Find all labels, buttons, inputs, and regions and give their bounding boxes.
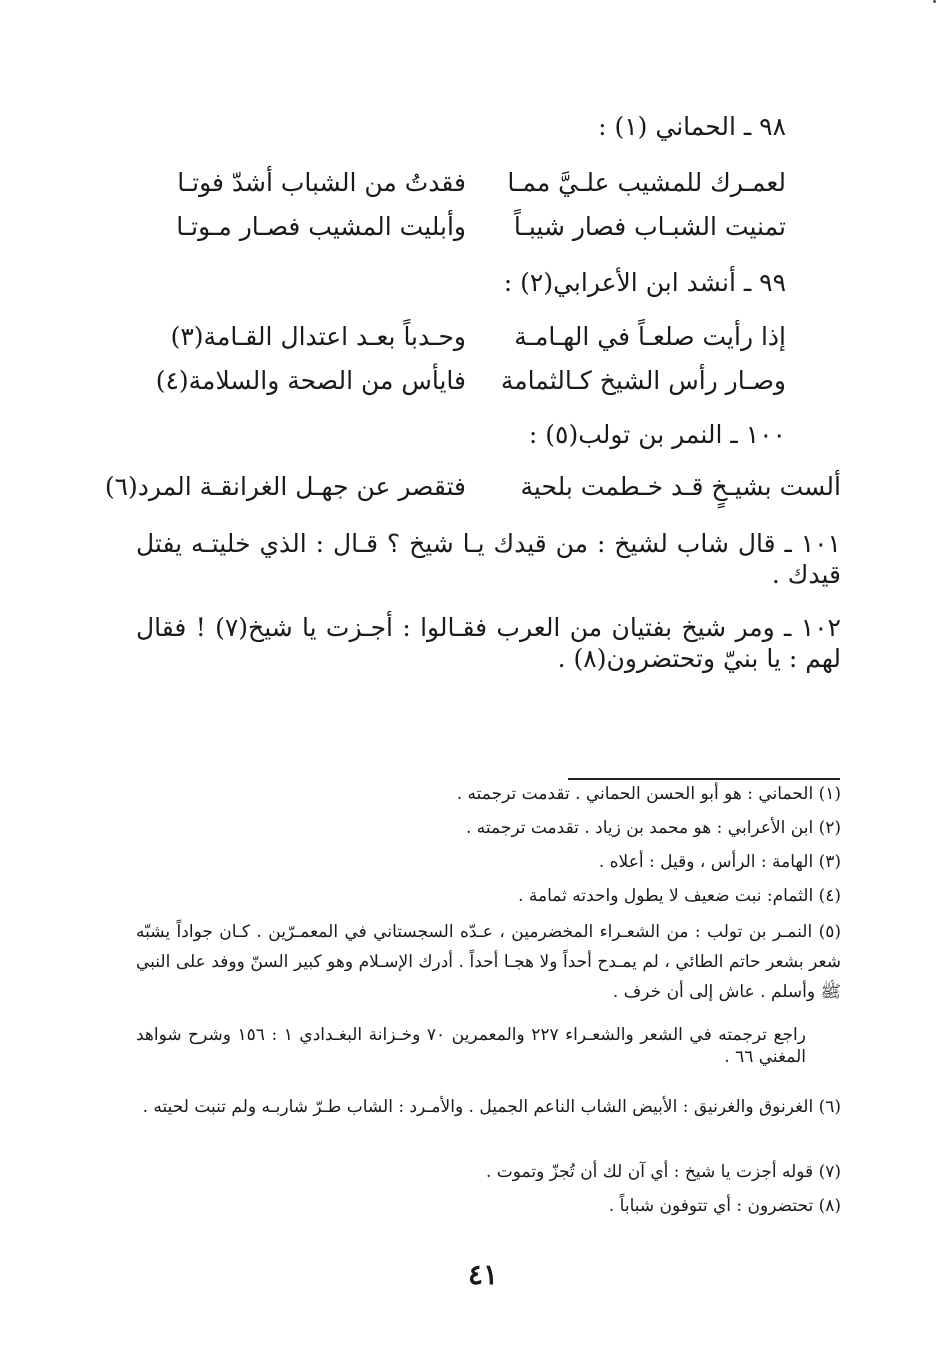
entry-99-heading: ٩٩ ـ أنشد ابن الأعرابي(٢) : <box>503 268 786 297</box>
entry-100-heading: ١٠٠ ـ النمر بن تولب(٥) : <box>528 420 786 449</box>
entry-99-verse-1-second-hemistich: وحـدباً بعـد اعتدال القـامة(٣) <box>170 322 466 351</box>
footnote-7: (٧) قوله أجزت يا شيخ : أي آن لك أن تُجزّ وتموت . <box>485 1162 841 1182</box>
footnote-6: (٦) الغرنوق والغرنيق : الأبيض الشاب الناعم الجميل . والأمـرد : الشاب طـرّ شاربـه ولم تنبت لحيته . <box>142 1097 841 1117</box>
entry-98-verse-2-first-hemistich: تمنيت الشبـاب فصار شيبـاً <box>513 212 786 241</box>
page-number: ٤١ <box>468 1258 499 1291</box>
entry-99-verse-1-first-hemistich: إذا رأيت صلعـاً في الهـامـة <box>514 322 786 351</box>
footnote-separator-rule <box>568 778 840 780</box>
footnote-3: (٣) الهامة : الرأس ، وقيل : أعلاه . <box>598 852 841 872</box>
entry-99-verse-2-second-hemistich: فايأس من الصحة والسلامة(٤) <box>155 366 466 395</box>
entry-100-verse-first-hemistich: ألست بشيـخٍ قـد خـطمت بلحية <box>520 472 841 501</box>
footnote-5-main: (٥) النمـر بن تولب : من الشعـراء المخضرمين ، عـدّه السجستاني في المعمـرّين . كـان جواداً يشبّه شعر بشعر حاتم الطائي ، لم يمـدح أحداً ولا هجـا أحداً . أدرك الإسـلام وهو كبير السنّ ووفد على النبي ﷺ وأسلم . عاش إلى أن خرف . <box>136 922 841 1002</box>
entry-100-verse-second-hemistich: فتقصر عن جهـل الغرانقـة المرد(٦) <box>104 472 466 501</box>
footnote-1: (١) الحماني : هو أبو الحسن الحماني . تقدمت ترجمته . <box>456 784 841 804</box>
footnote-2: (٢) ابن الأعرابي : هو محمد بن زياد . تقدمت ترجمته . <box>465 818 841 838</box>
entry-102-paragraph: ١٠٢ ـ ومر شيخ بفتيان من العرب فقـالوا : أجـزت يا شيخ(٧) ! فقال لهم : يا بنيّ وتحتضرون(٨) . <box>136 613 841 674</box>
entry-101-paragraph: ١٠١ ـ قال شاب لشيخ : من قيدك يـا شيخ ؟ قـال : الذي خليتـه يفتل قيدك . <box>136 529 841 590</box>
entry-99-verse-2-first-hemistich: وصـار رأس الشيخ كـالثمامة <box>500 366 786 395</box>
entry-98-verse-1-first-hemistich: لعمـرك للمشيب علـيَّ ممـا <box>507 168 786 197</box>
entry-98-verse-2-second-hemistich: وأبليت المشيب فصـار مـوتـا <box>176 212 466 241</box>
footnote-5-references: راجع ترجمته في الشعر والشعـراء ٢٢٧ والمعمرين ٧٠ وخـزانة البغـدادي ١ : ١٥٦ وشرح شواهد المغني ٦٦ . <box>136 1025 806 1068</box>
entry-98-verse-1-second-hemistich: فقدتُ من الشباب أشدّ فوتـا <box>177 168 466 197</box>
footnote-8: (٨) تحتضرون : أي تتوفون شباباً . <box>608 1196 841 1216</box>
entry-98-heading: ٩٨ ـ الحماني (١) : <box>598 112 786 141</box>
footnote-4: (٤) الثمام: نبت ضعيف لا يطول واحدته ثمامة . <box>518 886 841 906</box>
